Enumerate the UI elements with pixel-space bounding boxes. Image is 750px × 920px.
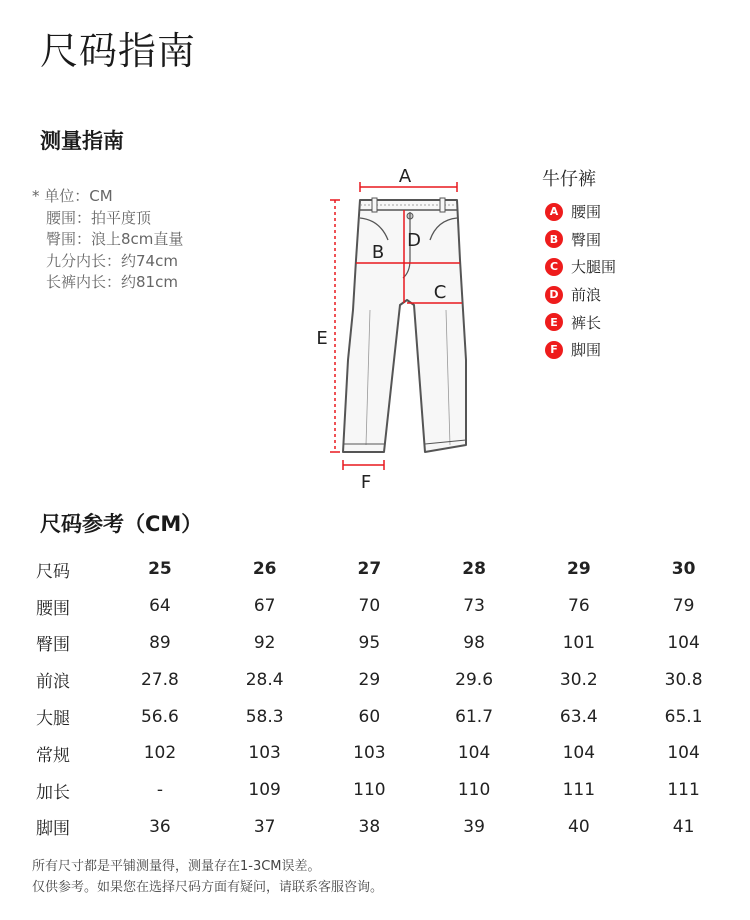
full-inseam-note: 长裤内长：约81cm xyxy=(46,273,178,291)
table-row xyxy=(36,661,736,698)
table-row xyxy=(36,625,736,662)
table-cell: 70 xyxy=(358,596,381,617)
label-c: C xyxy=(433,282,447,303)
table-cell: 111 xyxy=(667,780,700,801)
table-cell: 36 xyxy=(149,816,171,837)
table-cell: 58.3 xyxy=(245,706,284,727)
table-cell: 27.8 xyxy=(140,669,179,690)
table-cell: 30 xyxy=(671,559,696,580)
table-cell: - xyxy=(156,780,163,801)
legend-item-hem xyxy=(542,336,616,364)
label-d: D xyxy=(407,230,421,251)
table-cell: 29.6 xyxy=(455,669,494,690)
badge-b: B xyxy=(545,230,563,248)
legend-label: 脚围 xyxy=(571,341,602,360)
table-cell: 29 xyxy=(566,559,591,580)
table-cell: 104 xyxy=(667,743,700,764)
row-label: 大腿 xyxy=(36,709,70,730)
badge-f: F xyxy=(545,341,563,359)
row-label: 腰围 xyxy=(36,598,70,619)
badge-d: D xyxy=(545,286,563,304)
legend-label: 腰围 xyxy=(571,203,602,222)
legend-item-rise xyxy=(542,281,616,309)
table-cell: 102 xyxy=(143,743,177,764)
legend-item-thigh xyxy=(542,253,616,281)
row-label: 脚围 xyxy=(36,819,70,840)
unit-note: * 单位：CM xyxy=(32,187,113,205)
measurement-notes xyxy=(32,186,183,294)
footer-line-2: 仅供参考。如果您在选择尺码方面有疑问，请联系客服咨询。 xyxy=(32,880,384,895)
table-row xyxy=(36,588,736,625)
hip-note: 臀围：浪上8cm直量 xyxy=(46,230,184,248)
table-cell: 73 xyxy=(463,596,485,617)
table-cell: 61.7 xyxy=(455,706,494,727)
table-row xyxy=(36,735,736,772)
table-cell: 104 xyxy=(562,743,596,764)
table-cell: 92 xyxy=(253,632,276,653)
footer-note xyxy=(32,856,383,898)
table-cell: 28.4 xyxy=(245,669,284,690)
page-title: 尺码指南 xyxy=(40,29,197,73)
table-cell: 30.8 xyxy=(664,669,703,690)
table-cell: 104 xyxy=(457,743,491,764)
label-b: B xyxy=(371,242,385,263)
table-cell: 76 xyxy=(568,596,590,617)
badge-a: A xyxy=(545,203,563,221)
table-cell: 103 xyxy=(353,743,386,764)
label-a: A xyxy=(398,166,412,187)
row-label: 前浪 xyxy=(36,672,70,693)
size-reference-heading: 尺码参考（CM） xyxy=(40,512,203,536)
table-cell: 25 xyxy=(148,559,172,580)
table-cell: 110 xyxy=(457,780,491,801)
jeans-diagram xyxy=(300,160,500,495)
table-cell: 37 xyxy=(253,816,276,837)
legend-label: 臀围 xyxy=(571,230,602,249)
table-cell: 29 xyxy=(358,669,381,690)
label-e: E xyxy=(316,328,328,349)
table-cell: 110 xyxy=(353,780,386,801)
row-label: 加长 xyxy=(36,782,70,803)
table-cell: 67 xyxy=(253,596,276,617)
table-cell: 56.6 xyxy=(140,706,179,727)
table-cell: 60 xyxy=(358,706,381,727)
table-cell: 98 xyxy=(463,632,485,653)
belt-loop xyxy=(372,198,377,212)
table-cell: 41 xyxy=(672,816,695,837)
table-header-row xyxy=(36,551,736,588)
table-row xyxy=(36,772,736,809)
table-cell: 38 xyxy=(358,816,381,837)
table-cell: 89 xyxy=(149,632,171,653)
table-row xyxy=(36,698,736,735)
table-cell: 79 xyxy=(672,596,695,617)
badge-c: C xyxy=(545,258,563,276)
legend-label: 前浪 xyxy=(571,286,602,305)
table-cell: 63.4 xyxy=(559,706,598,727)
legend-item-waist xyxy=(542,198,616,226)
measure-guide-heading: 测量指南 xyxy=(40,129,124,153)
table-cell: 95 xyxy=(358,632,381,653)
size-table xyxy=(36,551,736,845)
table-cell: 27 xyxy=(357,559,382,580)
legend-title: 牛仔裤 xyxy=(542,169,596,190)
waist-note: 腰围：拍平度顶 xyxy=(46,208,152,227)
table-cell: 111 xyxy=(562,780,596,801)
legend-item-length xyxy=(542,308,616,336)
row-label: 臀围 xyxy=(36,635,70,656)
table-cell: 65.1 xyxy=(664,706,703,727)
table-cell: 40 xyxy=(568,816,590,837)
jeans-illustration xyxy=(300,160,500,495)
table-cell: 39 xyxy=(463,816,485,837)
legend-label: 裤长 xyxy=(571,313,602,332)
table-cell: 64 xyxy=(149,596,171,617)
table-cell: 30.2 xyxy=(559,669,598,690)
table-cell: 104 xyxy=(667,632,700,653)
label-f: F xyxy=(360,472,372,493)
row-label: 尺码 xyxy=(36,561,70,582)
table-cell: 101 xyxy=(562,632,596,653)
table-cell: 103 xyxy=(248,743,281,764)
table-row xyxy=(36,809,736,846)
legend-label: 大腿围 xyxy=(571,258,617,277)
measurement-legend xyxy=(542,165,616,364)
table-cell: 26 xyxy=(252,559,277,580)
cropped-inseam-note: 九分内长：约74cm xyxy=(46,251,178,270)
badge-e: E xyxy=(545,313,563,331)
table-cell: 28 xyxy=(462,559,486,580)
belt-loop xyxy=(440,198,445,212)
table-cell: 109 xyxy=(248,780,281,801)
legend-item-hip xyxy=(542,226,616,254)
footer-line-1: 所有尺寸都是平铺测量得，测量存在1-3CM误差。 xyxy=(32,859,321,874)
row-label: 常规 xyxy=(36,745,70,766)
